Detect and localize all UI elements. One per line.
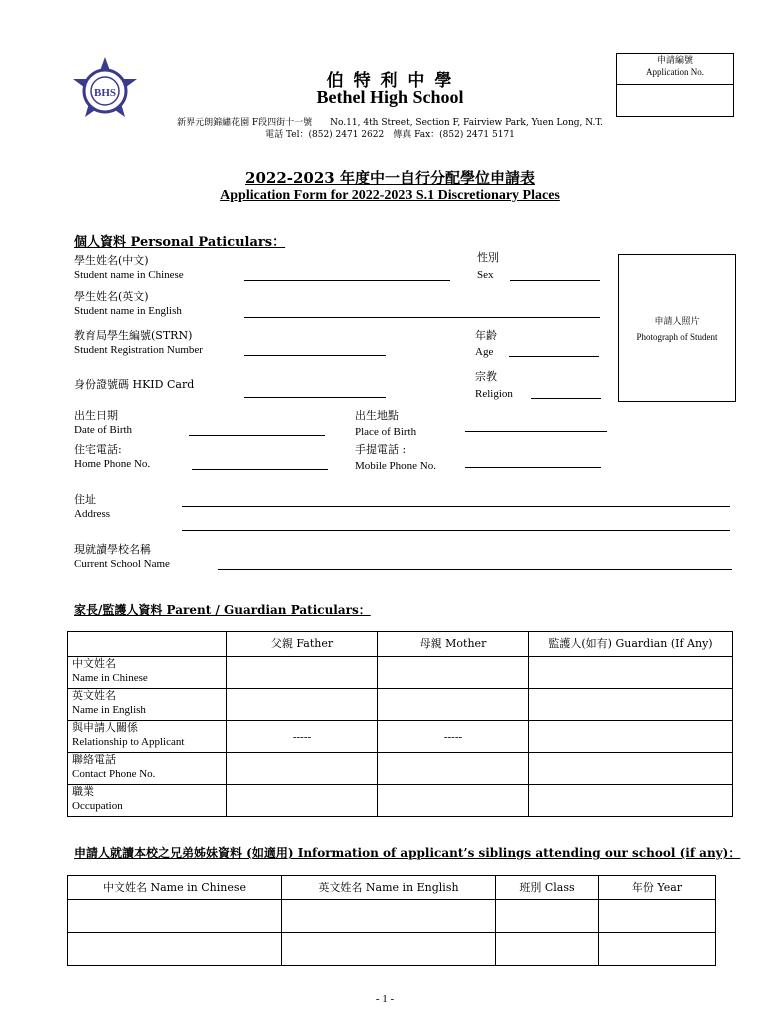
name-cn-field[interactable] [244, 280, 450, 281]
row-label-cn: 英文姓名 [72, 689, 116, 702]
dob-field[interactable] [189, 435, 325, 436]
parent-table [67, 631, 733, 817]
row-label-en: Occupation [72, 800, 123, 812]
row-label [68, 721, 227, 753]
row-label [68, 785, 227, 817]
religion-label-cn: 宗教 [475, 370, 497, 383]
guardian-phone-cell[interactable] [529, 753, 733, 785]
religion-label-en: Religion [475, 388, 513, 400]
school-address: 新界元朗錦繡花園 F段四街十一號 No.11, 4th Street, Section F, Fairview Park, Yuen Long, N.T. [177, 118, 603, 128]
form-title-en: Application Form for 2022-2023 S.1 Discretionary Places [220, 188, 560, 203]
guardian-occupation-cell[interactable] [529, 785, 733, 817]
father-name-en-cell[interactable] [227, 689, 378, 721]
application-no-label-en: Application No. [646, 67, 704, 77]
parent-table-header [68, 632, 733, 657]
current-school-label-en: Current School Name [74, 558, 170, 570]
siblings-col-name-en: 英文姓名 Name in English [282, 876, 496, 900]
school-contact: 電話 Tel：(852) 2471 2622 傳真 Fax：(852) 2471 5171 [265, 130, 515, 140]
row-label-cn: 中文姓名 [72, 657, 116, 670]
sibling-year-cell[interactable] [599, 900, 716, 933]
age-label-cn: 年齡 [475, 329, 497, 342]
sibling-year-cell[interactable] [599, 933, 716, 966]
dob-label-en: Date of Birth [74, 424, 133, 436]
siblings-col-year: 年份 Year [599, 876, 716, 900]
siblings-col-class: 班別 Class [496, 876, 599, 900]
mother-occupation-cell[interactable] [378, 785, 529, 817]
mother-name-cn-cell[interactable] [378, 657, 529, 689]
parent-col-blank [68, 632, 227, 657]
parent-row-name-en [68, 689, 733, 721]
name-cn-label: 學生姓名(中文) [74, 254, 149, 267]
home-phone-label-en: Home Phone No. [74, 458, 151, 470]
form-title-cn: 2022-2023 年度中一自行分配學位申請表 [245, 169, 535, 187]
photo-box[interactable] [618, 254, 736, 402]
parent-col-mother: 母親 Mother [378, 632, 529, 657]
siblings-row [68, 900, 716, 933]
row-label [68, 657, 227, 689]
mobile-label-cn: 手提電話 : [355, 443, 407, 456]
sibling-class-cell[interactable] [496, 900, 599, 933]
dob-label-cn: 出生日期 [74, 409, 118, 422]
siblings-table [67, 875, 716, 966]
row-label [68, 689, 227, 721]
age-field[interactable] [509, 356, 599, 357]
row-label-en: Contact Phone No. [72, 768, 156, 780]
mother-relationship-cell: ----- [378, 721, 529, 753]
father-occupation-cell[interactable] [227, 785, 378, 817]
parent-row-phone [68, 753, 733, 785]
name-en-label-en: Student name in English [74, 305, 182, 317]
sibling-class-cell[interactable] [496, 933, 599, 966]
strn-label-cn: 教育局學生編號(STRN) [74, 329, 193, 342]
name-en-field[interactable] [244, 317, 600, 318]
address-field-line-1[interactable] [182, 506, 730, 507]
photo-label-cn: 申請人照片 [654, 317, 700, 327]
sex-field[interactable] [510, 280, 600, 281]
name-cn-label-en: Student name in Chinese [74, 269, 184, 281]
application-no-field[interactable] [617, 85, 733, 118]
mother-name-en-cell[interactable] [378, 689, 529, 721]
siblings-row [68, 933, 716, 966]
row-label-cn: 職業 [72, 785, 94, 798]
parent-row-name-cn [68, 657, 733, 689]
sibling-name-en-cell[interactable] [282, 900, 496, 933]
school-logo [70, 55, 140, 121]
application-no-label-cn: 申請編號 [656, 56, 693, 66]
strn-field[interactable] [244, 355, 386, 356]
row-label-cn: 聯絡電話 [72, 753, 116, 766]
father-phone-cell[interactable] [227, 753, 378, 785]
sibling-name-cn-cell[interactable] [68, 900, 282, 933]
logo-letters: BHS [93, 87, 117, 99]
name-en-label: 學生姓名(英文) [74, 290, 149, 303]
parent-col-father: 父親 Father [227, 632, 378, 657]
address-label-cn: 住址 [74, 493, 96, 506]
mother-phone-cell[interactable] [378, 753, 529, 785]
home-phone-field[interactable] [192, 469, 328, 470]
row-label-en: Relationship to Applicant [72, 736, 185, 748]
strn-label-en: Student Registration Number [74, 344, 203, 356]
guardian-name-cn-cell[interactable] [529, 657, 733, 689]
father-relationship-cell: ----- [227, 721, 378, 753]
siblings-table-header [68, 876, 716, 900]
parent-heading: 家長/監護人資料 Parent / Guardian Paticulars： [74, 603, 371, 617]
guardian-name-en-cell[interactable] [529, 689, 733, 721]
home-phone-label-cn: 住宅電話: [74, 443, 122, 456]
guardian-relationship-cell[interactable] [529, 721, 733, 753]
mobile-label-en: Mobile Phone No. [355, 460, 436, 472]
pob-label-en: Place of Birth [355, 426, 417, 438]
row-label-en: Name in English [72, 704, 146, 716]
photo-label-en: Photograph of Student [636, 332, 718, 342]
address-field-line-2[interactable] [182, 530, 730, 531]
parent-row-relationship [68, 721, 733, 753]
sibling-name-cn-cell[interactable] [68, 933, 282, 966]
pob-label-cn: 出生地點 [355, 409, 399, 422]
father-name-cn-cell[interactable] [227, 657, 378, 689]
current-school-label-cn: 現就讀學校名稱 [74, 543, 151, 556]
hkid-label: 身份證號碼 HKID Card [74, 378, 195, 391]
parent-col-guardian: 監護人(如有) Guardian (If Any) [529, 632, 733, 657]
parent-row-occupation [68, 785, 733, 817]
address-label-en: Address [74, 508, 111, 520]
row-label-en: Name in Chinese [72, 672, 148, 684]
hkid-field[interactable] [244, 397, 386, 398]
sex-label-en: Sex [477, 269, 494, 281]
school-name-cn: 伯 特 利 中 學 [326, 71, 454, 91]
pob-field[interactable] [465, 431, 607, 432]
row-label-cn: 與申請人關係 [72, 721, 138, 734]
religion-field[interactable] [531, 398, 601, 399]
page-number: - 1 - [375, 993, 395, 1005]
siblings-col-name-cn: 中文姓名 Name in Chinese [68, 876, 282, 900]
personal-heading: 個人資料 Personal Paticulars： [74, 235, 286, 250]
mobile-field[interactable] [465, 467, 601, 468]
row-label [68, 753, 227, 785]
school-name-en: Bethel High School [316, 87, 464, 107]
sex-label-cn: 性別 [477, 251, 499, 264]
siblings-heading: 申請人就讀本校之兄弟姊妹資料 (如適用) Information of applicant’s siblings attending our school (if any)： [74, 846, 741, 860]
application-no-box [616, 53, 734, 117]
sibling-name-en-cell[interactable] [282, 933, 496, 966]
age-label-en: Age [475, 346, 494, 358]
current-school-field[interactable] [218, 569, 732, 570]
